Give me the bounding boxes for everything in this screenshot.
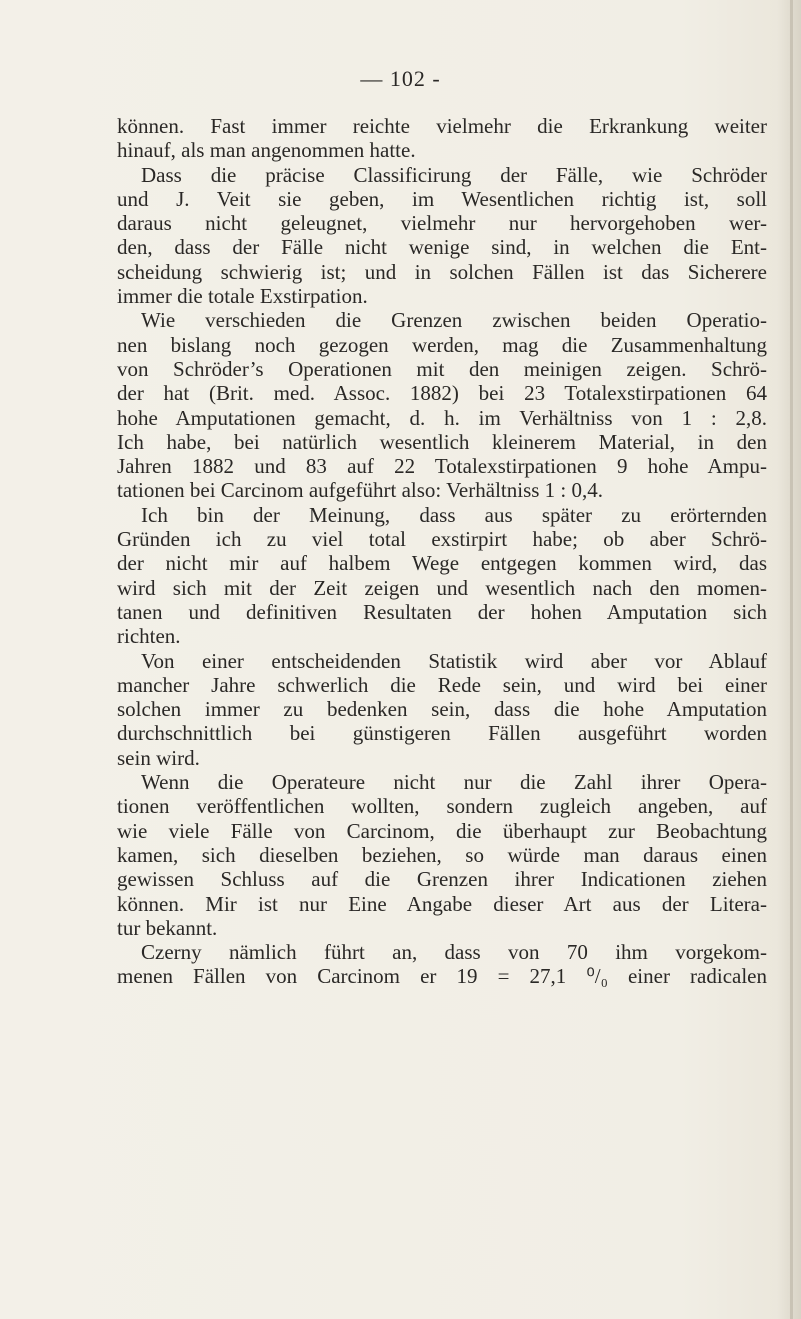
text-line: Ich bin der Meinung, dass aus später zu erörternden <box>141 502 767 527</box>
body-text <box>117 114 767 989</box>
text-line: tationen bei Carcinom aufgeführt also: Verhältniss 1 : 0,4. <box>117 478 604 503</box>
text-line: von Schröder’s Operationen mit den meinigen zeigen. Schrö- <box>117 356 767 381</box>
text-line: tanen und definitiven Resultaten der hohen Amputation sich <box>117 599 767 624</box>
text-line: können. Fast immer reichte vielmehr die Erkrankung weiter <box>117 114 767 138</box>
paragraph <box>117 940 767 989</box>
page-edge <box>790 0 793 1319</box>
text-line: mancher Jahre schwerlich die Rede sein, und wird bei einer <box>117 672 767 697</box>
text-line: tionen veröffentlichen wollten, sondern zugleich angeben, auf <box>117 794 767 819</box>
text-line: hinauf, als man angenommen hatte. <box>117 138 416 163</box>
text-line: wird sich mit der Zeit zeigen und wesentlich nach den momen- <box>117 575 767 600</box>
paragraph <box>117 770 767 940</box>
text-line: durchschnittlich bei günstigeren Fällen ausgeführt worden <box>117 721 767 746</box>
paragraph <box>117 163 767 309</box>
text-line: Gründen ich zu viel total exstirpirt habe; ob aber Schrö- <box>117 527 767 552</box>
text-line: Czerny nämlich führt an, dass von 70 ihm vorgekom- <box>141 940 767 965</box>
text-line: Jahren 1882 und 83 auf 22 Totalexstirpationen 9 hohe Ampu- <box>117 454 767 479</box>
text-line: scheidung schwierig ist; und in solchen Fällen ist das Sicherere <box>117 259 767 284</box>
paragraph <box>117 308 767 502</box>
paragraph <box>117 503 767 649</box>
text-line: solchen immer zu bedenken sein, dass die hohe Amputation <box>117 697 767 722</box>
text-line: kamen, sich dieselben beziehen, so würde man daraus einen <box>117 842 767 867</box>
text-line: immer die totale Exstirpation. <box>117 284 368 309</box>
text-line: menen Fällen von Carcinom er 19 = 27,1 ⁰/₀ einer radicalen <box>117 964 767 989</box>
text-line: hohe Amputationen gemacht, d. h. im Verhältniss von 1 : 2,8. <box>117 405 767 430</box>
text-line: den, dass der Fälle nicht wenige sind, in welchen die Ent- <box>117 235 767 260</box>
text-line: können. Mir ist nur Eine Angabe dieser Art aus der Litera- <box>117 891 767 916</box>
text-line: Von einer entscheidenden Statistik wird aber vor Ablauf <box>141 648 767 673</box>
text-line: Wie verschieden die Grenzen zwischen beiden Operatio- <box>141 308 767 333</box>
text-line: gewissen Schluss auf die Grenzen ihrer Indicationen ziehen <box>117 867 767 892</box>
text-line: und J. Veit sie geben, im Wesentlichen richtig ist, soll <box>117 186 767 211</box>
text-line: sein wird. <box>117 745 200 770</box>
text-line: der nicht mir auf halbem Wege entgegen kommen wird, das <box>117 551 767 576</box>
text-line: tur bekannt. <box>117 915 218 940</box>
text-line: Dass die präcise Classificirung der Fälle, wie Schröder <box>141 162 767 187</box>
text-line: der hat (Brit. med. Assoc. 1882) bei 23 Totalexstirpationen 64 <box>117 381 767 406</box>
page-number: — 102 - <box>360 66 441 91</box>
text-line: wie viele Fälle von Carcinom, die überhaupt zur Beobachtung <box>117 818 767 843</box>
text-line: nen bislang noch gezogen werden, mag die Zusammenhaltung <box>117 332 767 357</box>
text-line: Ich habe, bei natürlich wesentlich kleinerem Material, in den <box>117 429 767 454</box>
text-line: richten. <box>117 624 181 649</box>
paragraph <box>117 114 767 163</box>
paragraph <box>117 649 767 770</box>
text-line: daraus nicht geleugnet, vielmehr nur hervorgehoben wer- <box>117 211 767 236</box>
text-line: Wenn die Operateure nicht nur die Zahl ihrer Opera- <box>141 770 767 795</box>
